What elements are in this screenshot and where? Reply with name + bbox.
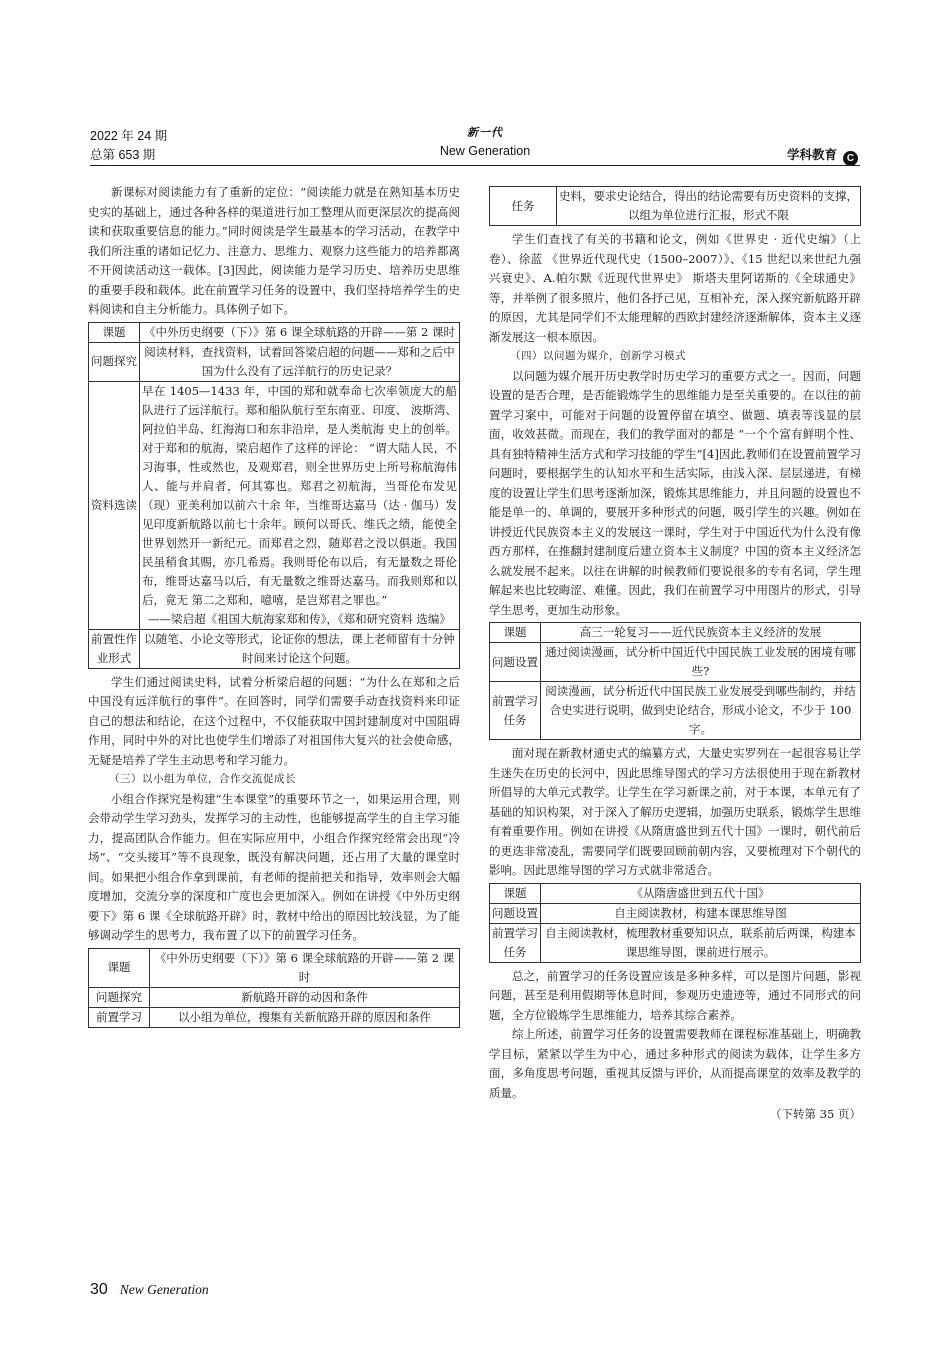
journal-logo: 新一代 [467,126,503,139]
table-key: 任务 [490,187,557,226]
lesson-table-4 [489,883,861,963]
table-row [89,1007,460,1027]
table-key: 问题探究 [89,342,140,381]
page-footer [90,1281,209,1299]
table-key: 前置学习任务 [490,923,541,962]
lesson-table-3 [489,622,861,740]
table-key: 课题 [490,883,541,903]
table-row [490,643,861,682]
paragraph: 学生们通过阅读史料，试着分析梁启超的问题：“为什么在郑和之后中国没有远洋航行的事件”。在回答时，同学们需要手动查找资料来印证自己的想法和结论，在这个过程中，不仅能获取中国封建制度对中国阻碍作用，同时中外的对比也使学生们增添了对祖国伟大复兴的社会使命感，无疑是培养了学生主动思考和学习能力。 [88,674,460,767]
table-row [490,623,861,643]
paragraph: 面对现在新教材通史式的编纂方式，大量史实罗列在一起很容易让学生迷失在历史的长河中，因此思维导图式的学习方法很使用于现在新教材所倡导的大单元式教学。让学生在学习新课之前，对于本课，本单元有了基础的知识构架，对于深入了解历史逻辑，加强历史联系，锻炼学生思维有着重要作用。例如在讲授《从隋唐盛世到五代十国》一课时，朝代前后的更迭非常凌乱，需要同学们既要回顾前朝内容，又要梳理对下个朝代的影响。因此思维导图的学习方式就非常适合。 [489,746,861,877]
table-row [490,883,861,903]
lesson-table-2 [88,948,460,1028]
table-value: 以小组为单位，搜集有关新航路开辟的原因和条件 [150,1007,460,1027]
table-value: 通过阅读漫画，试分析中国近代中国民族工业发展的困境有哪些? [541,643,861,682]
table-value: 自主阅读教材，梳理教材重要知识点，联系前后两课，构建本课思维导图，课前进行展示。 [541,923,861,962]
table-key: 课题 [89,948,150,987]
table-row [89,948,460,987]
issue-number: 2022 年 24 期 [90,129,168,143]
lesson-table-2-continued [489,186,861,226]
right-column [489,186,861,1125]
section-name: 学科教育 [786,148,837,162]
source-excerpt: 早在 1405—1433 年，中国的郑和就奉命七次率领庞大的船队进行了远洋航行。郑和船队航行至东南亚、印度、 波斯湾、阿拉伯半岛、红海海口和东非沿岸，是人类航海 史上的创举。对于郑和的航海，梁启超作了这样的评论： “谓大陆人民，不习海事，性或然也，及观郑君，则全世界历史上所号称航海伟人、能与并肩者，何其寡也。郑君之初航海，当哥伦布发见（现）亚美利加以前六十余 年，当维哥达嘉马（达 · 伽马）发见印度新航路以前七十余年。顾何以哥氏、维氏之绩，能使全世界划然开一新纪元。而郑君之烈，随郑君之没以俱逝。我国民虽稍食其赐，亦几希焉。我则哥伦布以后，有无量数之哥伦布，维哥达嘉马以后，有无量数之维哥达嘉马。而我则郑和以后，竟无 第二之郑和，噫嘻，是岂郑君之罪也。” [142,383,457,607]
table-value: 《中外历史纲要（下）》第 6 课全球航路的开辟——第 2 课时 [150,948,460,987]
source-citation: ——梁启超《祖国大航海家郑和传》，《郑和研究资料 选编》 [148,611,451,626]
table-row [490,923,861,962]
issue-info [90,127,167,165]
left-column [88,183,460,1032]
table-row [89,322,460,342]
section-subheading: （四）以问题为媒介，创新学习模式 [510,350,686,362]
table-row [89,629,460,668]
footer-journal-title: New Generation [119,1282,209,1297]
table-key: 前置学习 [89,1007,150,1027]
section-label [787,145,858,166]
table-key: 课题 [490,623,541,643]
paragraph: 综上所述，前置学习任务的设置需要教师在课程标准基础上，明确教学目标，紧紧以学生为中心，通过多种形式的阅读为载体，让学生多方面，多角度思考问题，重视其反馈与评价，从而提高课堂的效率及教学的质量。 [489,1027,861,1100]
table-key: 问题设置 [490,643,541,682]
table-value: 高三一轮复习——近代民族资本主义经济的发展 [541,623,861,643]
table-value: 史料，要求史论结合，得出的结论需要有历史资料的支撑，以组为单位进行汇报，形式不限 [557,187,861,226]
journal-masthead [400,124,570,161]
page-number: 30 [90,1281,108,1298]
table-row [89,987,460,1007]
table-key: 资料选读 [89,381,140,629]
table-row [89,342,460,381]
table-key: 课题 [89,322,140,342]
table-key: 问题设置 [490,903,541,923]
table-value: 新航路开辟的动因和条件 [150,987,460,1007]
paragraph: 以问题为媒介展开历史教学时历史学习的重要方式之一。因而，问题设置的是否合理，是否能锻炼学生的思维能力是至关重要的。在以往的前置学习案中，可能对于问题的设置停留在填空、做题、填表等浅显的层面，收效甚微。而现在，我们的教学面对的都是 “一个个富有鲜明个性、具有独特精神生活方式和学习技能的学生”[4]因此,教师们在设置前置学习问题时，要根据学生的认知水平和生活实际，由浅入深、层层递进，有梯度的设置让学生们思考逐渐加深，锻炼其思维能力，并且问题的设置也不能是单一的、单调的，要展开多种形式的问题，吸引学生的兴趣。例如在讲授近代民族资本主义的发展这一课时，学生对于中国近代为什么没有像西方那样，在推翻封建制度后建立资本主义制度？中国的资本主义经济怎么就发展不起来。以往在讲解的时候教师们要说很多的专有名词，学生理解起来也比较晦涩、难懂。因此，我们在前置学习中用图片的形式，引导学生思考，更加生动形象。 [489,368,861,617]
table-value: 自主阅读教材，构建本课思维导图 [541,903,861,923]
table-value: 以随笔、小论文等形式，论证你的想法，课上老师留有十分钟时间来讨论这个问题。 [140,629,460,668]
table-value: 《中外历史纲要（下）》第 6 课全球航路的开辟——第 2 课时 [140,322,460,342]
table-row [490,903,861,923]
continued-note: （下转第 35 页） [770,1107,861,1121]
table-value: 阅读漫画，试分析近代中国民族工业发展受到哪些制约，并结合史实进行说明，做到史论结合，形成小论文，不少于 100 字。 [541,682,861,740]
total-issue-number: 总第 653 期 [90,148,156,162]
table-value: 《从隋唐盛世到五代十国》 [541,883,861,903]
table-key: 前置性作业形式 [89,629,140,668]
table-row [490,682,861,740]
paragraph: 新课标对阅读能力有了重新的定位：“阅读能力就是在熟知基本历史史实的基础上，通过各种各样的渠道进行加工整理从而更深层次的提高阅读和获取重要信息的能力。”同时阅读是学生最基本的学习活动，在教学中我们所注重的诸如记忆力、注意力、思维力、观察力这些能力的培养都离不开阅读活动这一载体。[3]因此，阅读能力是学习历史、培养历史思维的重要手段和载体。此在前置学习任务的设置中，我们坚持培养学生的史料阅读和自主分析能力。具体例子如下。 [88,185,460,316]
section-subheading: （三）以小组为单位，合作交流促成长 [109,773,296,785]
table-value: 阅读材料，查找资料，试着回答梁启超的问题——郑和之后中国为什么没有了远洋航行的历史记录？ [140,342,460,381]
paragraph: 小组合作探究是构建“生本课堂”的重要环节之一，如果运用合理，则会带动学生学习劲头，发挥学习的主动性，也能够提高学生的自主学习能力，提高团队合作能力。但在实际应用中，小组合作探究经常会出现“冷场”、“交头接耳”等不良现象，既没有解决问题，还占用了大量的课堂时间。如果把小组合作拿到课前，有老师的提前把关和指导，效率则会大幅度增加，交流分享的深度和广度也会更加深入。例如在讲授《中外历史纲要下》第 6 课《全球航路开辟》时，教材中给出的原因比较浅显，为了能够调动学生的思考力，我布置了以下的前置学习任务。 [88,791,460,942]
paragraph: 学生们查找了有关的书籍和论文，例如《世界史 · 近代史编》（上卷）、徐蓝 《世界近代现代史（1500–2007）》、《15 世纪以来世纪九强兴衰史》、A.帕尔默《近现代世界史》 斯塔夫里阿诺斯的《全球通史》等，并举例了很多照片，他们各抒己见，互相补充，深入探究新航路开辟的原因，尤其是同学们不太能理解的西欧封建经济逐渐解体，资本主义逐渐发展这一根本原因。 [489,232,861,344]
table-key: 问题探究 [89,987,150,1007]
table-value [140,381,460,629]
table-key: 前置学习任务 [490,682,541,740]
header-rule [90,165,860,166]
table-row [89,381,460,629]
section-circle-icon: C [843,151,858,166]
journal-title-en: New Generation [439,144,531,158]
paragraph: 总之，前置学习的任务设置应该是多种多样，可以是图片问题，影视问题，甚至是利用假期等休息时间，参观历史遗迹等，通过不同形式的问题，全方位锻炼学生思维能力，培养其综合素养。 [489,968,861,1022]
lesson-table-1 [88,322,460,669]
table-row [490,187,861,226]
